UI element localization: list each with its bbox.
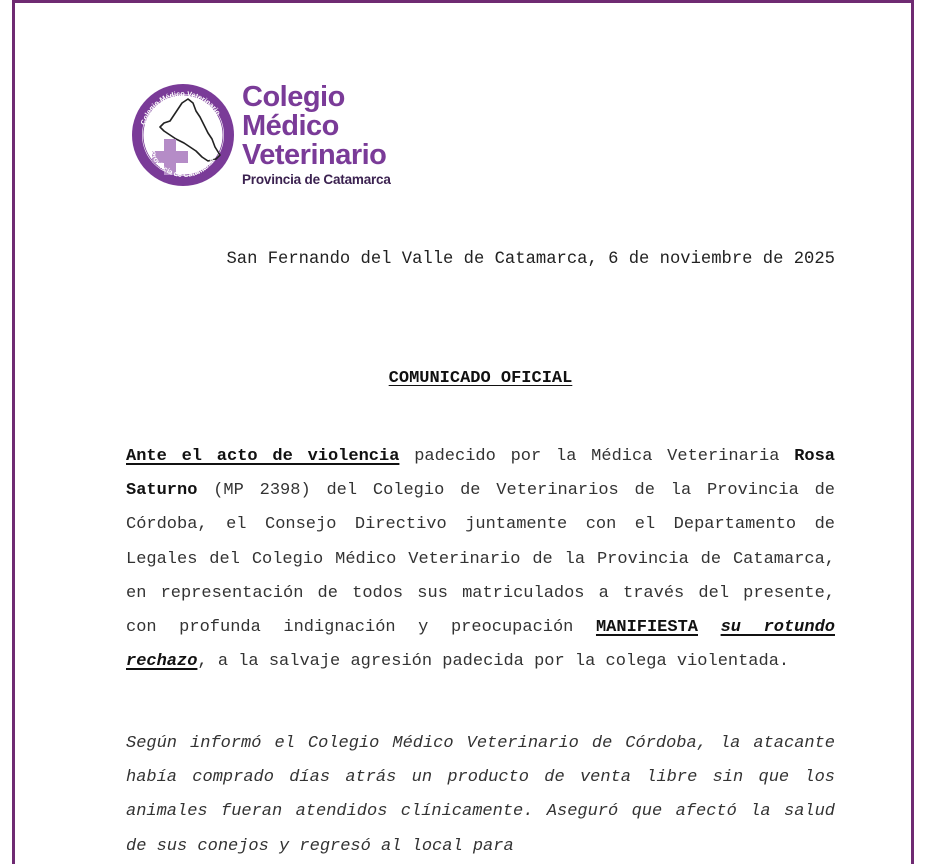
title-text: COMUNICADO OFICIAL — [388, 369, 573, 388]
paragraph-2: Según informó el Colegio Médico Veterinario de Córdoba, la atacante había comprado días atrás un producto de venta libre sin que los animales fueran atendidos clínicamente. Aseguró que afectó la salud de sus conejos y regresó al local para — [126, 734, 835, 856]
logo-line-3: Veterinario — [242, 139, 387, 171]
document-title — [126, 369, 835, 388]
paragraph-1 — [126, 440, 835, 679]
paragraph-1-text-b: (MP 2398) del Colegio de Veterinarios de la Provincia de Córdoba, el Consejo Directivo juntamente con el Departamento de Legales del Colegio Médico Veterinario de la Provincia de Catamarca, en representación de todos sus matriculados a través del presente, con profunda indignación y preocupación — [126, 481, 835, 638]
veterinarian-name: Rosa Saturno — [126, 447, 836, 501]
paragraph-1-text-c: , a la salvaje agresión padecida por la colega violentada. — [197, 652, 790, 672]
manifiesta-verb: MANIFIESTA — [595, 618, 698, 638]
paragraph-1-space — [698, 618, 721, 637]
logo-wordmark — [242, 83, 391, 188]
seal-emblem — [132, 84, 234, 186]
document-page — [12, 0, 914, 864]
date-line: San Fernando del Valle de Catamarca, 6 de noviembre de 2025 — [226, 250, 835, 269]
logo-line-2: Médico — [242, 110, 339, 142]
seal-top-text: Colegio Médico Veterinario — [138, 88, 223, 126]
paragraph-1-text-a: padecido por la Médica Veterinaria — [399, 447, 795, 466]
lead-phrase: Ante el acto de violencia — [126, 447, 400, 466]
logo-line-4: Provincia de Catamarca — [242, 172, 391, 187]
logo-line-1: Colegio — [242, 81, 345, 113]
seal-bottom-text: Provincia de Catamarca — [147, 149, 217, 180]
rejection-phrase: su rotundo rechazo — [126, 618, 835, 672]
